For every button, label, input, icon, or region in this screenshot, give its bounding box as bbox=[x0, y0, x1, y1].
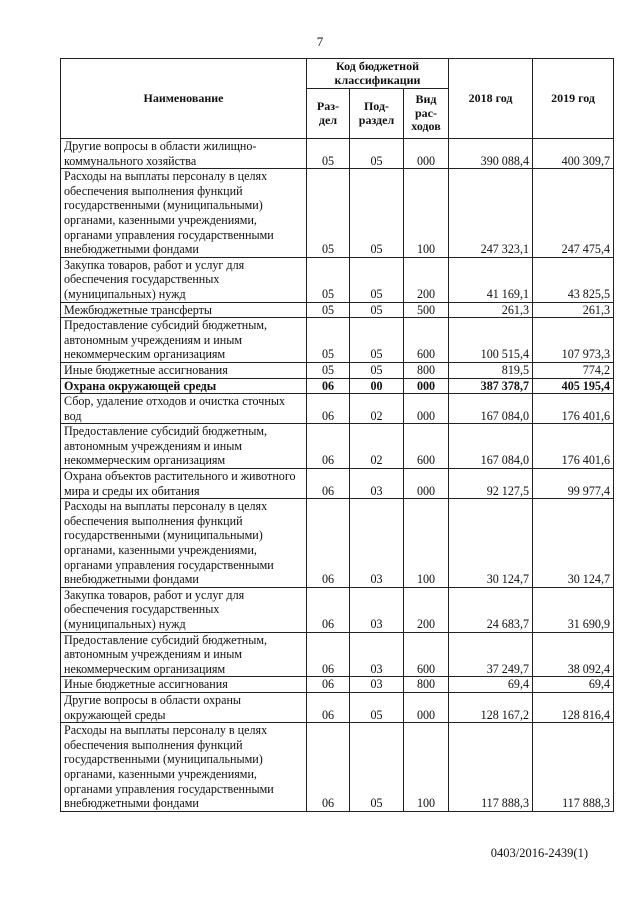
row-name: Предоставление субсидий бюджетным, автономным учреждениям и иным некоммерческим организациям bbox=[61, 632, 307, 677]
row-name: Закупка товаров, работ и услуг для обеспечения государственных (муниципальных) нужд bbox=[61, 587, 307, 632]
table-row bbox=[61, 587, 614, 632]
table-row bbox=[61, 169, 614, 258]
row-value-2019: 117 888,3 bbox=[533, 723, 614, 812]
row-value-2018: 30 124,7 bbox=[449, 499, 533, 588]
row-subsection: 03 bbox=[350, 499, 404, 588]
row-section: 06 bbox=[307, 378, 350, 394]
row-expense-type: 100 bbox=[404, 169, 449, 258]
row-section: 05 bbox=[307, 169, 350, 258]
table-row bbox=[61, 394, 614, 424]
row-expense-type: 600 bbox=[404, 318, 449, 363]
row-expense-type: 200 bbox=[404, 257, 449, 302]
row-section: 06 bbox=[307, 632, 350, 677]
header-section: Раз- дел bbox=[307, 89, 350, 139]
row-value-2018: 390 088,4 bbox=[449, 139, 533, 169]
row-subsection: 03 bbox=[350, 587, 404, 632]
row-value-2018: 167 084,0 bbox=[449, 394, 533, 424]
table-row bbox=[61, 677, 614, 693]
row-value-2019: 128 816,4 bbox=[533, 692, 614, 722]
row-expense-type: 100 bbox=[404, 723, 449, 812]
row-subsection: 05 bbox=[350, 318, 404, 363]
row-name: Расходы на выплаты персоналу в целях обеспечения выполнения функций государственными (муниципальными) органами, казенными учреждениями, органами управления государственными внебюджетными фондами bbox=[61, 723, 307, 812]
row-subsection: 02 bbox=[350, 424, 404, 469]
table-row bbox=[61, 139, 614, 169]
row-value-2019: 405 195,4 bbox=[533, 378, 614, 394]
row-section: 06 bbox=[307, 587, 350, 632]
row-section: 06 bbox=[307, 677, 350, 693]
row-value-2019: 31 690,9 bbox=[533, 587, 614, 632]
row-value-2019: 107 973,3 bbox=[533, 318, 614, 363]
row-subsection: 05 bbox=[350, 139, 404, 169]
row-name: Расходы на выплаты персоналу в целях обеспечения выполнения функций государственными (муниципальными) органами, казенными учреждениями, органами управления государственными внебюджетными фондами bbox=[61, 169, 307, 258]
row-name: Иные бюджетные ассигнования bbox=[61, 677, 307, 693]
row-name: Закупка товаров, работ и услуг для обеспечения государственных (муниципальных) нужд bbox=[61, 257, 307, 302]
row-subsection: 05 bbox=[350, 362, 404, 378]
row-section: 05 bbox=[307, 302, 350, 318]
header-year-2018: 2018 год bbox=[449, 59, 533, 139]
header-year-2019: 2019 год bbox=[533, 59, 614, 139]
row-value-2019: 38 092,4 bbox=[533, 632, 614, 677]
row-subsection: 05 bbox=[350, 257, 404, 302]
row-subsection: 03 bbox=[350, 469, 404, 499]
row-section: 06 bbox=[307, 469, 350, 499]
row-expense-type: 000 bbox=[404, 394, 449, 424]
row-subsection: 05 bbox=[350, 302, 404, 318]
row-section: 06 bbox=[307, 499, 350, 588]
row-value-2018: 819,5 bbox=[449, 362, 533, 378]
row-section: 05 bbox=[307, 257, 350, 302]
row-value-2019: 400 309,7 bbox=[533, 139, 614, 169]
row-expense-type: 800 bbox=[404, 362, 449, 378]
row-value-2019: 261,3 bbox=[533, 302, 614, 318]
row-value-2018: 92 127,5 bbox=[449, 469, 533, 499]
table-row bbox=[61, 378, 614, 394]
row-section: 05 bbox=[307, 139, 350, 169]
row-name: Сбор, удаление отходов и очистка сточных вод bbox=[61, 394, 307, 424]
row-subsection: 05 bbox=[350, 723, 404, 812]
row-section: 06 bbox=[307, 424, 350, 469]
row-value-2018: 167 084,0 bbox=[449, 424, 533, 469]
row-value-2018: 69,4 bbox=[449, 677, 533, 693]
row-value-2018: 247 323,1 bbox=[449, 169, 533, 258]
row-value-2019: 99 977,4 bbox=[533, 469, 614, 499]
row-expense-type: 000 bbox=[404, 378, 449, 394]
row-expense-type: 600 bbox=[404, 632, 449, 677]
table-row bbox=[61, 362, 614, 378]
table-body bbox=[61, 139, 614, 812]
row-value-2018: 387 378,7 bbox=[449, 378, 533, 394]
header-expense-type: Вид рас- ходов bbox=[404, 89, 449, 139]
row-expense-type: 100 bbox=[404, 499, 449, 588]
row-section: 06 bbox=[307, 394, 350, 424]
row-section: 05 bbox=[307, 362, 350, 378]
row-expense-type: 000 bbox=[404, 139, 449, 169]
row-subsection: 00 bbox=[350, 378, 404, 394]
table-row bbox=[61, 499, 614, 588]
row-section: 05 bbox=[307, 318, 350, 363]
row-value-2019: 176 401,6 bbox=[533, 394, 614, 424]
row-name: Другие вопросы в области жилищно-коммунального хозяйства bbox=[61, 139, 307, 169]
row-value-2019: 30 124,7 bbox=[533, 499, 614, 588]
row-subsection: 05 bbox=[350, 169, 404, 258]
table-row bbox=[61, 318, 614, 363]
table-row bbox=[61, 424, 614, 469]
row-value-2018: 100 515,4 bbox=[449, 318, 533, 363]
row-name: Другие вопросы в области охраны окружающей среды bbox=[61, 692, 307, 722]
row-expense-type: 000 bbox=[404, 469, 449, 499]
table-row bbox=[61, 692, 614, 722]
row-name: Предоставление субсидий бюджетным, автономным учреждениям и иным некоммерческим организациям bbox=[61, 318, 307, 363]
row-name: Расходы на выплаты персоналу в целях обеспечения выполнения функций государственными (муниципальными) органами, казенными учреждениями, органами управления государственными внебюджетными фондами bbox=[61, 499, 307, 588]
row-value-2018: 24 683,7 bbox=[449, 587, 533, 632]
table-row bbox=[61, 723, 614, 812]
table-row bbox=[61, 469, 614, 499]
table-row bbox=[61, 257, 614, 302]
page-number: 7 bbox=[316, 34, 324, 49]
row-value-2019: 69,4 bbox=[533, 677, 614, 693]
row-name: Иные бюджетные ассигнования bbox=[61, 362, 307, 378]
row-value-2018: 37 249,7 bbox=[449, 632, 533, 677]
row-value-2018: 117 888,3 bbox=[449, 723, 533, 812]
header-code-group: Код бюджетной классификации bbox=[307, 59, 449, 89]
row-subsection: 02 bbox=[350, 394, 404, 424]
table-row bbox=[61, 632, 614, 677]
document-code: 0403/2016-2439(1) bbox=[490, 846, 588, 860]
budget-table bbox=[60, 58, 614, 812]
row-expense-type: 600 bbox=[404, 424, 449, 469]
header-name: Наименование bbox=[61, 59, 307, 139]
row-value-2019: 176 401,6 bbox=[533, 424, 614, 469]
row-value-2018: 261,3 bbox=[449, 302, 533, 318]
row-expense-type: 200 bbox=[404, 587, 449, 632]
row-name: Предоставление субсидий бюджетным, автономным учреждениям и иным некоммерческим организациям bbox=[61, 424, 307, 469]
row-subsection: 03 bbox=[350, 677, 404, 693]
header-subsection: Под- раздел bbox=[350, 89, 404, 139]
row-value-2019: 247 475,4 bbox=[533, 169, 614, 258]
row-name: Охрана объектов растительного и животного мира и среды их обитания bbox=[61, 469, 307, 499]
row-expense-type: 500 bbox=[404, 302, 449, 318]
row-section: 06 bbox=[307, 723, 350, 812]
row-name: Охрана окружающей среды bbox=[61, 378, 307, 394]
row-expense-type: 000 bbox=[404, 692, 449, 722]
row-value-2018: 128 167,2 bbox=[449, 692, 533, 722]
row-subsection: 05 bbox=[350, 692, 404, 722]
row-expense-type: 800 bbox=[404, 677, 449, 693]
row-subsection: 03 bbox=[350, 632, 404, 677]
row-value-2018: 41 169,1 bbox=[449, 257, 533, 302]
row-value-2019: 774,2 bbox=[533, 362, 614, 378]
row-name: Межбюджетные трансферты bbox=[61, 302, 307, 318]
row-value-2019: 43 825,5 bbox=[533, 257, 614, 302]
row-section: 06 bbox=[307, 692, 350, 722]
table-row bbox=[61, 302, 614, 318]
